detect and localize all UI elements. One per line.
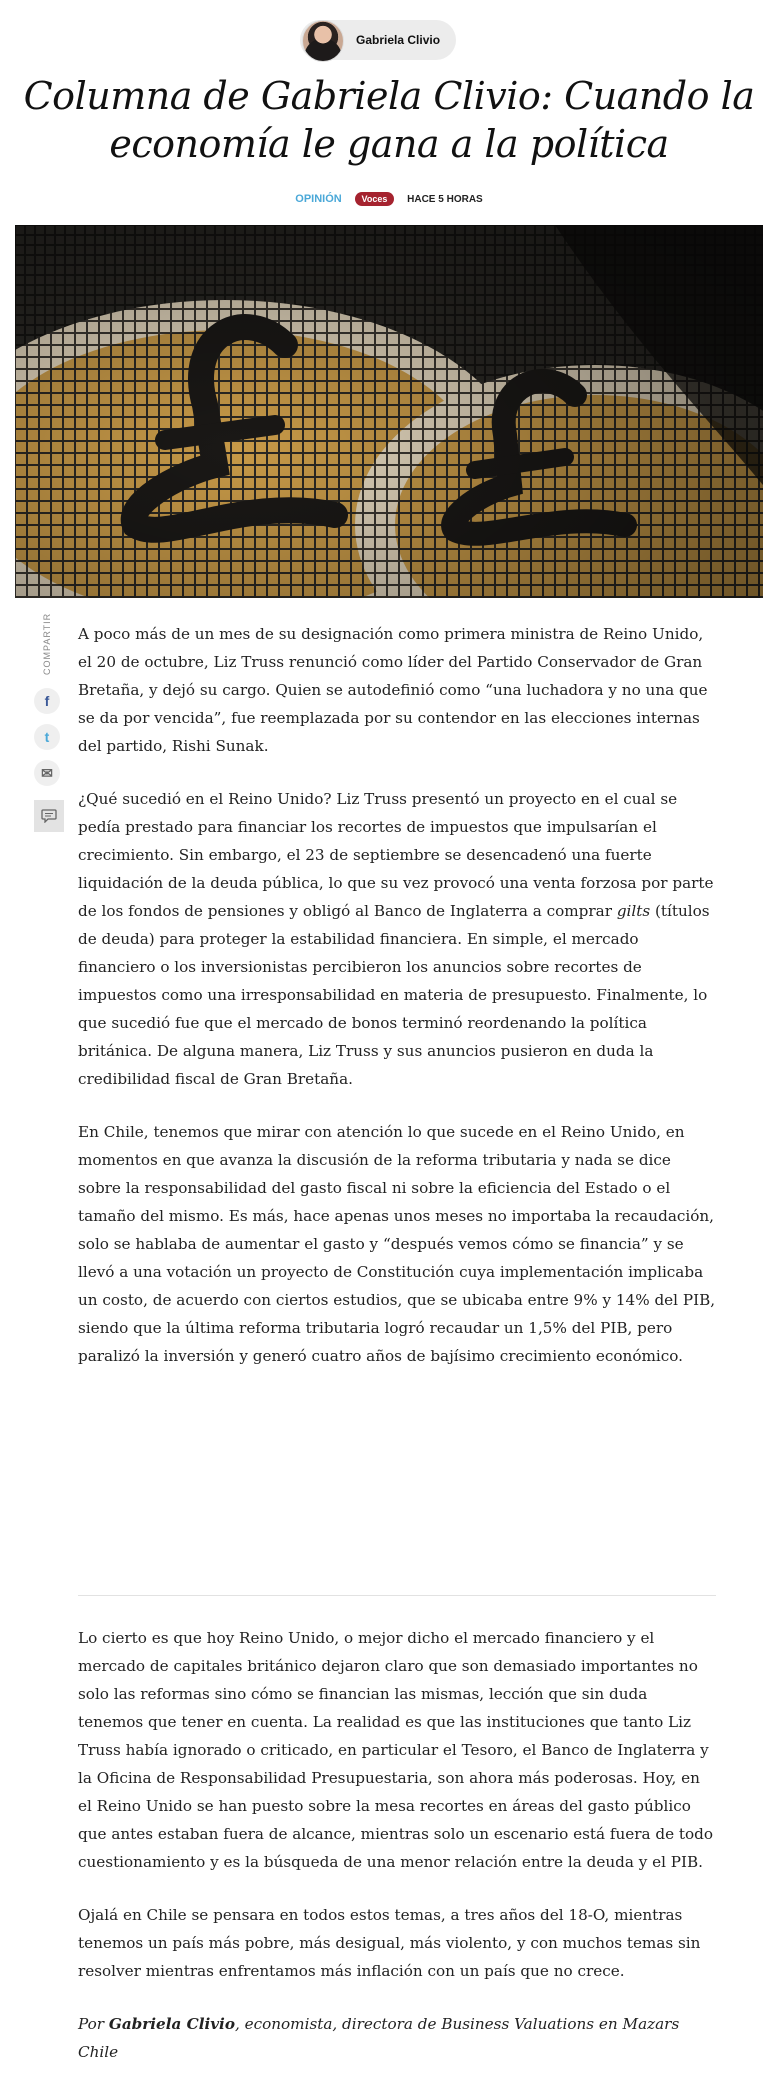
paragraph-4: Lo cierto es que hoy Reino Unido, o mejor dicho el mercado financiero y el mercado de capitales británico dejaron claro que son demasiado importantes no solo las reformas sino cómo se financian las mismas, lección que sin duda tenemos que tener en cuenta. La realidad es que las instituciones que tanto Liz Truss había ignorado o criticado, en particular el Tesoro, el Banco de Inglaterra y la Oficina de Responsabilidad Presupuestaria, son ahora más poderosas. Hoy, en el Reino Unido se han puesto sobre la mesa recortes en áreas del gasto público que antes estaban fuera de alcance, mientras solo un escenario está fuera de todo cuestionamiento y es la búsqueda de una menor relación entre la deuda y el PIB. xyxy=(78,1629,714,1871)
byline-prefix: Por xyxy=(78,2015,109,2033)
section-link[interactable]: OPINIÓN xyxy=(295,193,342,205)
paragraph-2-text-a: ¿Qué sucedió en el Reino Unido? Liz Truss presentó un proyecto en el cual se pedía prestado para financiar los recortes de impuestos que impulsarían el crecimiento. Sin embargo, el 23 de septiembre se desencadenó una fuerte liquidación de la deuda pública, lo que su vez provocó una venta forzosa por parte de los fondos de pensiones y obligó al Banco de Inglaterra a comprar xyxy=(78,790,714,920)
hero-image-pound-mosaic xyxy=(15,225,763,598)
email-icon: ✉ xyxy=(41,764,53,781)
comment-icon xyxy=(41,809,57,823)
author-avatar[interactable] xyxy=(302,20,344,62)
email-share-button[interactable] xyxy=(34,760,60,786)
author-byline xyxy=(78,2010,716,2066)
article-meta xyxy=(0,192,778,208)
byline-author-name[interactable]: Gabriela Clivio xyxy=(108,2015,235,2033)
paragraph-2 xyxy=(78,785,716,1093)
facebook-share-button[interactable] xyxy=(34,688,60,714)
share-label: COMPARTIR xyxy=(42,612,52,675)
content-divider xyxy=(78,1595,716,1596)
ad-placeholder xyxy=(78,1395,716,1595)
author-name[interactable]: Gabriela Clivio xyxy=(356,33,441,47)
paragraph-3: En Chile, tenemos que mirar con atención lo que sucede en el Reino Unido, en momentos en que avanza la discusión de la reforma tributaria y nada se dice sobre la responsabilidad del gasto fiscal ni sobre la eficiencia del Estado o el tamaño del mismo. Es más, hace apenas unos meses no importaba la recaudación, solo se hablaba de aumentar el gasto y “después vemos cómo se financia” y se llevó a una votación un proyecto de Constitución cuya implementación implicaba un costo, de acuerdo con ciertos estudios, que se ubicaba entre 9% y 14% del PIB, siendo que la última reforma tributaria logró recaudar un 1,5% del PIB, pero paralizó la inversión y generó cuatro años de bajísimo crecimiento económico. xyxy=(78,1123,716,1365)
pound-mosaic-illustration xyxy=(15,225,763,598)
comments-button[interactable] xyxy=(34,800,64,832)
paragraph-2-gilts: gilts xyxy=(616,902,651,920)
publish-time: HACE 5 HORAS xyxy=(407,193,483,205)
article-headline: Columna de Gabriela Clivio: Cuando la economía le gana a la política xyxy=(23,74,755,166)
paragraph-1: A poco más de un mes de su designación como primera ministra de Reino Unido, el 20 de octubre, Liz Truss renunció como líder del Partido Conservador de Gran Bretaña, y dejó su cargo. Quien se autodefinió como “una luchadora y no una que se da por vencida”, fue reemplazada por su contendor en las elecciones internas del partido, Rishi Sunak. xyxy=(78,625,708,755)
paragraph-5: Ojalá en Chile se pensara en todos estos temas, a tres años del 18-O, mientras tenemos un país más pobre, más desigual, más violento, y con muchos temas sin resolver mientras enfrentamos más inflación con un país que no crece. xyxy=(78,1906,701,1980)
author-pill[interactable] xyxy=(300,20,456,60)
twitter-icon: t xyxy=(44,729,50,745)
twitter-share-button[interactable] xyxy=(34,724,60,750)
byline-role: , economista, directora de Business Valuations en Mazars Chile xyxy=(78,2015,680,2061)
article-body xyxy=(78,620,716,2091)
facebook-icon: f xyxy=(44,693,50,709)
paragraph-2-text-b: (títulos de deuda) para proteger la estabilidad financiera. En simple, el mercado financiero o los inversionistas percibieron los anuncios sobre recortes de impuestos como una irresponsabilidad en materia de presupuesto. Finalmente, lo que sucedió fue que el mercado de bonos terminó reordenando la política británica. De alguna manera, Liz Truss y sus anuncios pusieron en duda la credibilidad fiscal de Gran Bretaña. xyxy=(78,902,710,1088)
voces-badge[interactable]: Voces xyxy=(355,192,395,206)
